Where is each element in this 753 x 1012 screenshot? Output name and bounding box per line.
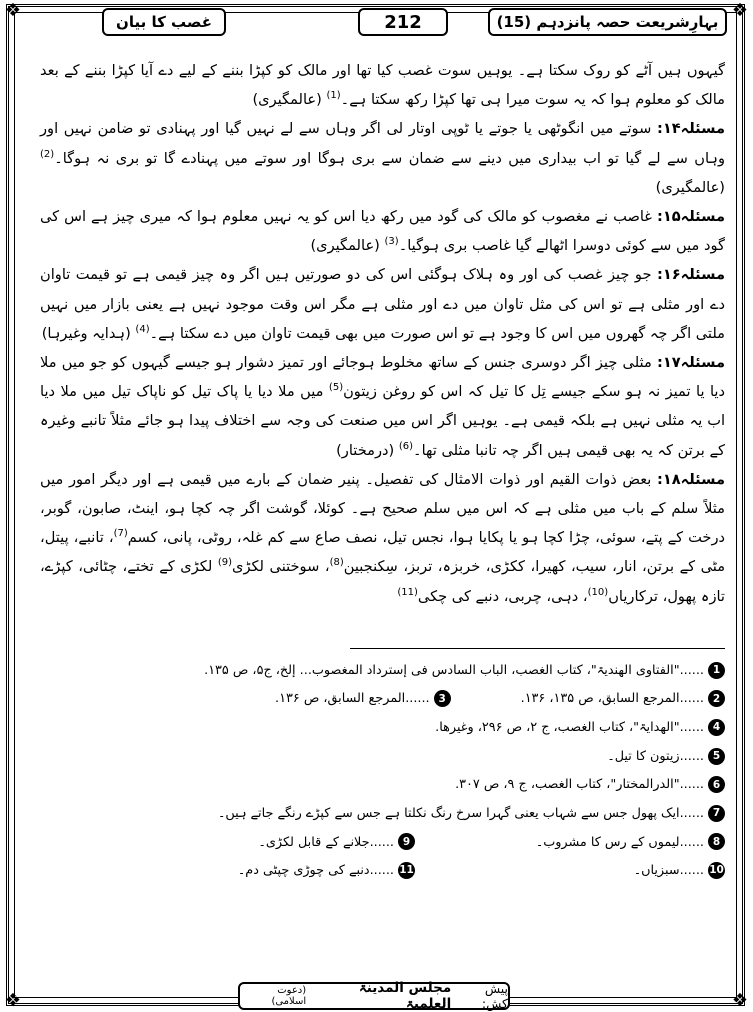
page-header [20,8,733,34]
footnote-number-badge: 11 [398,862,415,879]
footnote-ref[interactable]: (9) [217,557,233,569]
footnote-ref[interactable]: (11) [397,586,418,598]
footnote-number-badge: 1 [708,662,725,679]
footnote-row [40,828,725,857]
footnote-item: 4 ......"الھدایۃ"، کتاب الغصب، ج ۲، ص ۲۹۶، وغیرھا. [435,719,725,736]
publisher-name: مجلس المدینۃ العلمیۃ [358,980,452,1012]
footnote-item: 1 ......"الفتاوی الھندیۃ"، کتاب الغصب، الباب السادس فی إسترداد المغصوب... إلخ، ج۵، ص ۱۳۵. [204,662,725,679]
chapter-title: غصب کا بیان [102,8,226,36]
corner-ornament-icon: ❖ [4,0,22,21]
footnote-item: 2 ......المرجع السابق، ص ۱۳۵، ۱۳۶. [521,690,725,707]
footnote-ref[interactable]: (10) [587,586,609,598]
corner-ornament-icon: ❖ [4,990,22,1011]
publisher-footer [238,982,510,1010]
footnote-number-badge: 7 [708,805,725,822]
footnote-item: 10 ......سبزیاں۔ [633,863,724,879]
footnote-ref[interactable]: (1) [326,90,341,102]
footnote-item: 11 ......دنبے کی چوڑی چپٹی دم۔ [237,863,414,879]
paragraph: مسئلہ۱۵: غاصب نے مغصوب کو مالک کی گود میں رکھ دیا اس کو یہ نہیں معلوم ہوا کہ میری چیز ہے اس کی گود میں سے کوئی دوسرا اٹھالے گیا غاصب بری ہوگیا۔$^{(3)}$ (عالمگیری) [40,208,725,255]
footnote-divider [350,648,725,649]
footnote-ref[interactable]: (8) [329,557,344,569]
footnote-ref[interactable]: (3) [384,236,399,248]
footnote-number-badge: 10 [708,862,725,879]
footnote-item: 5 ......زیتون کا تیل۔ [607,748,725,765]
footnote-number-badge: 5 [708,748,725,765]
footnote-ref[interactable]: (4) [135,323,150,335]
footnote-item: 6 ......"الدرالمختار"، کتاب الغصب، ج ۹، ص ۳۰۷. [455,776,725,793]
masala-heading: مسئلہ۱۸: [656,470,725,488]
footnote-row [40,799,725,828]
footnote-number-badge: 8 [708,833,725,850]
footnote-row [40,742,725,771]
footnote-item: 9 ......جلانے کے قابل لکڑی۔ [258,833,415,850]
paragraph: مسئلہ۱۸: بعض ذوات القیم اور ذوات الامثال کی تفصیل۔ پنیر ضمان کے بارے میں قیمی ہے اور دیگر امور میں مثلاً سلم کے باب میں مثلی ہے کہ اس میں سلم صحیح ہے۔ کوئلا، گوشت اگر چہ کچا ہو، اینٹ، صابون، گوبر، درخت کے پتے، سوئی، چڑا کچا ہو یا پکایا ہوا، نجس تیل، نصف صاع سے کم غلہ، روٹی، پانی، کسم$^{(7)}$، تانبے، پیتل، مٹی کے برتن، انار، سیب، کھیرا، ککڑی، خربزہ، تربز، سِکنجبین$^{(8)}$، سوختنی لکڑی$^{(9)}$ لکڑی کے تختے، چٹائی، کپڑے، تازہ پھول، ترکاریاں$^{(10)}$، دہی، چربی، دنبے کی چکی$^{(11)}$ [40,470,726,605]
footnotes [40,656,725,885]
masala-heading: مسئلہ۱۷: [656,354,725,372]
book-title: بہارِشریعت حصہ پانزدہم (15) [488,8,727,36]
main-text [40,56,725,611]
footnote-item: 7 ......ایک پھول جس سے شہاب یعنی گہرا سرخ رنگ نکلتا ہے جس سے کپڑے رنگے جاتے ہیں۔ [218,805,725,822]
footnote-ref[interactable]: (2) [40,148,55,160]
footnote-row [40,713,725,742]
footnote-item: 3 ......المرجع السابق، ص ۱۳۶. [275,690,451,707]
paragraph: گیہوں ہیں آٹے کو روک سکتا ہے۔ یوہیں سوت غصب کیا تھا اور مالک کو کپڑا بننے کے لیے دے آیا کپڑا بننے کے بعد مالک کو معلوم ہوا کہ یہ سوت میرا ہی تھا کپڑا رکھ سکتا ہے۔$^{(1)}$ (عالمگیری) [40,62,725,109]
masala-heading: مسئلہ۱۴: [656,120,725,138]
footnote-row [40,656,725,685]
footnote-number-badge: 2 [708,690,725,707]
footnote-ref[interactable]: (6) [398,440,414,452]
paragraph: مسئلہ۱۷: مثلی چیز اگر دوسری جنس کے ساتھ مخلوط ہوجائے اور تمیز دشوار ہو جیسے گیہوں کو جو میں ملا دیا یا تمیز نہ ہو سکے جیسے تِل کا تیل کہ اس کو روغن زیتون$^{(5)}$ میں ملا دیا یا پاک تیل کو ناپاک تیل میں ملا دیا اب یہ مثلی نہیں ہے بلکہ قیمی ہے۔ یوہیں اگر اس میں صنعت کی وجہ سے اختلاف پیدا ہو جائے مثلاً تانبے وغیرہ کے برتن کہ یہ بھی قیمی ہیں اگر چہ تانبا مثلی تھا۔$^{(6)}$ (درمختار) [40,354,725,459]
corner-ornament-icon: ❖ [731,0,749,21]
footnote-number-badge: 4 [708,719,725,736]
publisher-note: (دعوت اسلامی) [271,985,307,1007]
footnote-ref[interactable]: (7) [113,528,128,540]
footnote-number-badge: 6 [708,776,725,793]
footnote-row [40,770,725,799]
footnote-number-badge: 3 [434,690,451,707]
corner-ornament-icon: ❖ [731,990,749,1011]
footnote-row [40,685,725,714]
masala-heading: مسئلہ۱۵: [656,208,725,226]
footnote-row [40,856,725,885]
masala-heading: مسئلہ۱۶: [656,266,725,284]
footnote-item: 8 ......لیموں کے رس کا مشروب۔ [485,833,725,850]
footnote-ref[interactable]: (5) [328,382,344,394]
footer-prefix: پیش کش: [481,981,508,1011]
paragraph: مسئلہ۱۴: سوتے میں انگوٹھی یا جوتے یا ٹوپی اوتار لی اگر وہاں سے لے نہیں گیا اور پہنادی تو ضامن نہیں اور وہاں سے لے گیا تو اب بیداری میں دینے سے ضمان سے بری ہوگا اور سوتے میں پہنادے گا تو بری نہ ہوگا۔$^{(2)}$ (عالمگیری) [40,120,725,196]
page-number: 212 [358,8,448,36]
footnote-number-badge: 9 [398,833,415,850]
paragraph: مسئلہ۱۶: جو چیز غصب کی اور وہ ہلاک ہوگئی اس کی دو صورتیں ہیں اگر وہ چیز قیمی ہے تو قیمت تاوان دے اور مثلی ہے تو اس کی مثل تاوان میں دے اور مثلی ہے مگر اس وقت موجود نہیں ہے یعنی بازار میں نہیں ملتی اگر چہ گھروں میں اس کا وجود ہے تو اس صورت میں بھی قیمت تاوان میں دے سکتا ہے۔$^{(4)}$ (ہدایہ وغیرہا) [40,266,725,342]
